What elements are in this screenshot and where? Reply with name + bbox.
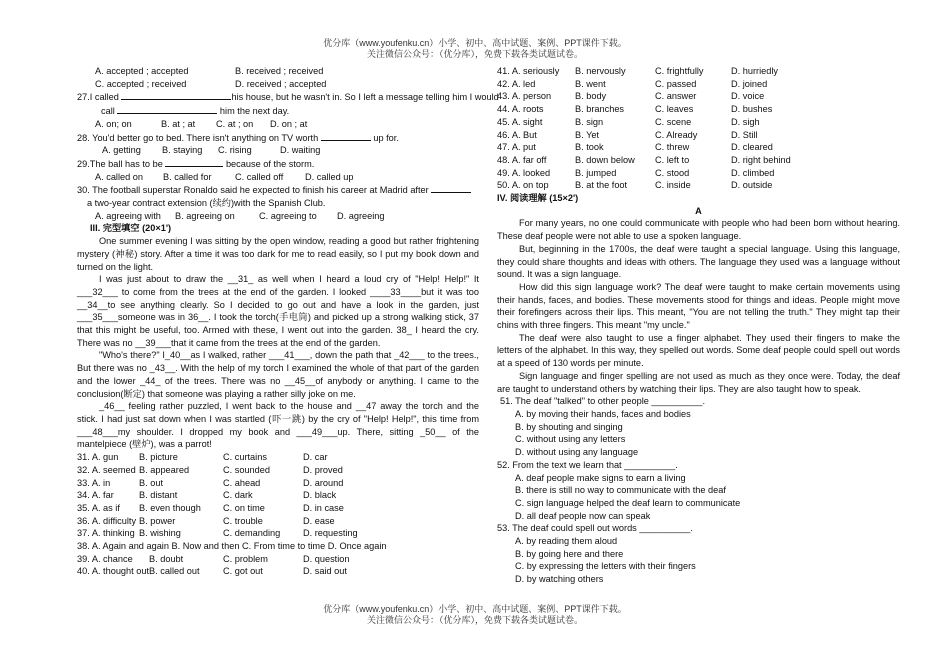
cloze-paragraph-3: "Who's there?" I_40__as I walked, rather ___41___, down the path that _42___ to the trees., But there was no _43__. With the help of my torch I examined the whole of that part of the garden and the lower _44_ of the trees. There was no __45__of anybody or anything. I came to the conclusion(断定) that someone was playing a rather silly joke on me. — [77, 350, 479, 399]
option-text: B. appeared — [139, 464, 190, 475]
option-text: D. climbed — [731, 167, 775, 178]
option-text: C. got out — [223, 566, 263, 577]
q52-option: D. all deaf people now can speak — [515, 510, 651, 521]
option-row — [77, 527, 479, 540]
q27-options — [77, 118, 479, 131]
option-text: 37. A. thinking — [77, 528, 135, 539]
cloze-paragraph-1: One summer evening I was sitting by the open window, reading a good but rather frightening mystery (神秘) story. After a time it was too dark for me to read easily, so I put my book down and turned on the light. — [77, 236, 479, 272]
option-text: 43. A. person — [497, 91, 552, 102]
question-51: 51. The deaf "talked" to other people __________. — [500, 396, 706, 407]
question-52: 52. From the text we learn that __________. — [497, 459, 678, 470]
q51-option: A. by moving their hands, faces and bodies — [515, 408, 691, 419]
section-3-title: III. 完型填空 (20×1') — [90, 223, 172, 234]
option-text: C. left to — [655, 154, 690, 165]
question-53: 53. The deaf could spell out words __________. — [497, 523, 693, 534]
option-row — [497, 179, 900, 192]
option-text: D. cleared — [731, 142, 773, 153]
cloze-options-39-40 — [77, 553, 479, 578]
q52-option: A. deaf people make signs to earn a living — [515, 472, 686, 483]
option-text: B. nervously — [575, 66, 626, 76]
option-text: D. black — [303, 490, 337, 501]
option-text: 49. A. looked — [497, 167, 551, 178]
answer-blank[interactable] — [165, 157, 223, 167]
option: B. called for — [163, 171, 212, 182]
option-text: C. curtains — [223, 452, 267, 463]
option-text: B. branches — [575, 104, 625, 115]
option-text: D. question — [303, 553, 350, 564]
option-text: B. power — [139, 515, 176, 526]
cloze-options-31-37 — [77, 451, 479, 540]
option-text: C. passed — [655, 78, 697, 89]
option-text: 36. A. difficulty — [77, 515, 137, 526]
option-text: D. requesting — [303, 528, 358, 539]
option-text: C. stood — [655, 167, 690, 178]
q30-options — [77, 210, 479, 223]
answer-blank[interactable] — [117, 104, 217, 114]
option-text: 42. A. led — [497, 78, 536, 89]
option-text: C. leaves — [655, 104, 694, 115]
option-text: C. Already — [655, 129, 698, 140]
cloze-option-38: 38. A. Again and again B. Now and then C. From time to time D. Once again — [77, 541, 387, 552]
footer-line-2: 关注微信公众号：（优分库），免费下载各类试题试卷。 — [366, 615, 583, 625]
option-text: 50. A. on top — [497, 180, 549, 191]
cloze-paragraph-2: I was just about to draw the __31_ as well when I heard a loud cry of "Help! Help!" It ___32___ to come from the trees at the end of the garden. I looked ____33____but it was too __34__to see anything clearly. So I decided to go out and have a look in the garden, just ___35___someone was in 36__. I took the torch(手电筒) and picked up a strong walking stick, 37 that this might be useful, too. Armed with these, I went out into the garden. 38_ I heard the cry. There was no __39___that it came from the trees at the end of the garden. — [77, 274, 479, 348]
option-row — [77, 477, 479, 490]
option-text: C. frightfully — [655, 66, 704, 76]
option-text: C. demanding — [223, 528, 281, 539]
q53-option: A. by reading them aloud — [515, 536, 618, 547]
q53-option: D. by watching others — [515, 574, 604, 585]
option: D. agreeing — [337, 210, 385, 221]
option-row — [497, 167, 900, 180]
option-text: B. down below — [575, 154, 635, 165]
option-text: 27.I called — [77, 92, 119, 103]
cloze-paragraph-4: _46__ feeling rather puzzled, I went back to the house and __47 away the torch and the stick. I had just sat down when I was startled (吓一跳) by the cry of "Help! Help!", this time from ___48___my shoulder. I dropped my book and ___49___up. There, sitting _50__ of the mantelpiece (壁炉), was a parrot! — [77, 401, 479, 450]
q52-option: B. there is still no way to communicate with the deaf — [515, 485, 726, 496]
option-text: 34. A. far — [77, 490, 114, 501]
option-text: him the next day. — [219, 106, 290, 117]
option-text: because of the storm. — [225, 158, 315, 169]
option-text: B. picture — [139, 452, 178, 463]
q53-option: C. by expressing the letters with their fingers — [515, 561, 696, 572]
option-text: 32. A. seemed — [77, 464, 136, 475]
option-text: B. Yet — [575, 129, 600, 140]
passage-label: A — [695, 205, 702, 216]
question-30-cont: a two-year contract extension (续约)with the Spanish Club. — [87, 198, 326, 209]
option-text: 40. A. thought out — [77, 566, 150, 577]
option-row — [497, 129, 900, 142]
q51-option: C. without using any letters — [515, 434, 626, 445]
option-text: B. took — [575, 142, 604, 153]
option-text: D. car — [303, 452, 328, 463]
page-header — [0, 38, 950, 60]
option-row — [497, 90, 900, 103]
option-text: B. called out — [149, 566, 200, 577]
header-line-1: 优分库（www.youfenku.cn）小学、初中、高中试题、案例、PPT课件下载。 — [323, 38, 627, 48]
option: B. at ; at — [161, 118, 196, 129]
option-text: C. threw — [655, 142, 690, 153]
option-text: B. out — [139, 477, 164, 488]
option-text: B. wishing — [139, 528, 181, 539]
option-text: D. around — [303, 477, 344, 488]
option-text: C. scene — [655, 116, 692, 127]
q53-option: B. by going here and there — [515, 548, 624, 559]
left-column — [77, 65, 499, 578]
option-text: 28. You'd better go to bed. There isn't anything on TV worth — [77, 132, 319, 143]
option-text: D. voice — [731, 91, 765, 102]
option-text: 48. A. far off — [497, 154, 547, 165]
option-text: C. sounded — [223, 464, 270, 475]
option-text: C. answer — [655, 91, 697, 102]
option-row — [77, 502, 479, 515]
option-text: B. doubt — [149, 553, 184, 564]
option: C. at ; on — [216, 118, 254, 129]
option-row — [497, 103, 900, 116]
option: D. received ; accepted — [235, 78, 327, 89]
page-footer — [0, 604, 950, 626]
passage-paragraph-5: Sign language and finger spelling are not used as much as they once were. Today, the deaf are taught to understand others by watching their lips. They are also taught how to speak. — [497, 370, 900, 394]
option-text: B. distant — [139, 490, 178, 501]
option-text: C. trouble — [223, 515, 263, 526]
option-row — [77, 565, 479, 578]
option-text: 30. The football superstar Ronaldo said he expected to finish his career at Madrid after — [77, 185, 429, 196]
option-text: D. in case — [303, 502, 344, 513]
option: D. waiting — [280, 145, 321, 156]
option-text: 33. A. in — [77, 477, 111, 488]
option-text: 31. A. gun — [77, 452, 119, 463]
option-text: C. dark — [223, 490, 253, 501]
answer-blank[interactable] — [121, 90, 231, 100]
option-text: D. Still — [731, 129, 758, 140]
passage-paragraph-1: For many years, no one could communicate with people who had been born without hearing. These deaf people were not able to use a spoken language. — [497, 218, 900, 242]
option-row — [77, 489, 479, 502]
option-text: D. outside — [731, 180, 773, 191]
question-29 — [77, 157, 479, 171]
right-column — [497, 65, 900, 586]
option-text: D. proved — [303, 464, 343, 475]
option-text: 35. A. as if — [77, 502, 120, 513]
option-row — [497, 116, 900, 129]
option-text: B. even though — [139, 502, 201, 513]
option-text: D. right behind — [731, 154, 791, 165]
option-text: B. body — [575, 91, 607, 102]
passage-paragraph-3: How did this sign language work? The deaf were taught to make certain movements using their hands, faces, and bodies. These movements stood for things and ideas. People might move their forefingers across their lips. This meant, "You are not telling the truth." They might tap their chins with three fingers. This meant "my uncle." — [497, 281, 900, 331]
passage-paragraph-4: The deaf were also taught to use a finger alphabet. They used their fingers to make the letters of the alphabet. In this way, they spelled out words. Some deaf people could spell out words at a speed of 130 words per minute. — [497, 332, 900, 369]
q51-option: D. without using any language — [515, 447, 639, 458]
header-line-2: 关注微信公众号：（优分库），免费下载各类试题试卷。 — [366, 49, 583, 59]
option: B. received ; received — [235, 66, 324, 76]
option-text: 46. A. But — [497, 129, 537, 140]
option-text: his house, but he wasn't in. So I left a message telling him I would — [231, 92, 499, 103]
section-4-title: IV. 阅读理解 (15×2') — [497, 193, 579, 204]
q51-option: B. by shouting and singing — [515, 421, 623, 432]
passage-paragraph-2: But, beginning in the 1700s, the deaf were taught a special language. Using this language, they could share thoughts and ideas with others. The language they used was a language without sound. It was a sign language. — [497, 243, 900, 280]
q52-option: C. sign language helped the deaf learn to communicate — [515, 497, 741, 508]
q29-options — [77, 171, 479, 184]
option-text: D. said out — [303, 566, 347, 577]
option-row — [497, 141, 900, 154]
option: A. on; on — [95, 118, 132, 129]
question-30 — [77, 183, 479, 197]
option-row — [77, 464, 479, 477]
option: D. called up — [305, 171, 354, 182]
q28-options — [77, 144, 479, 157]
footer-line-1: 优分库（www.youfenku.cn）小学、初中、高中试题、案例、PPT课件下载。 — [323, 604, 627, 614]
option-row — [497, 78, 900, 91]
q26-options-row2 — [77, 78, 479, 91]
option-text: B. sign — [575, 116, 604, 127]
option-text: call — [101, 106, 115, 117]
option-row — [77, 553, 479, 566]
option: C. agreeing to — [259, 210, 317, 221]
option-text: D. hurriedly — [731, 66, 778, 76]
option: C. called off — [235, 171, 284, 182]
answer-blank[interactable] — [321, 131, 371, 141]
option-text: up for. — [373, 132, 399, 143]
option-text: C. inside — [655, 180, 691, 191]
cloze-options-41-50 — [497, 65, 900, 192]
option-text: 41. A. seriously — [497, 66, 560, 76]
option-text: 44. A. roots — [497, 104, 544, 115]
option-text: C. on time — [223, 502, 265, 513]
answer-blank[interactable] — [431, 183, 471, 193]
option: A. accepted ; accepted — [95, 66, 189, 76]
option-text: D. joined — [731, 78, 768, 89]
option-row — [497, 154, 900, 167]
option: B. staying — [162, 145, 203, 156]
option-text: C. ahead — [223, 477, 261, 488]
question-27-cont — [77, 104, 479, 118]
option-row — [77, 451, 479, 464]
option-text: C. problem — [223, 553, 268, 564]
question-28 — [77, 131, 479, 145]
option-text: B. at the foot — [575, 180, 628, 191]
option-text: D. sigh — [731, 116, 760, 127]
option-text: 47. A. put — [497, 142, 536, 153]
q26-options-row1 — [77, 65, 479, 78]
option-text: B. went — [575, 78, 606, 89]
option: A. agreeing with — [95, 210, 161, 221]
question-27 — [77, 90, 499, 104]
option-text: D. bushes — [731, 104, 773, 115]
option: A. getting — [102, 145, 141, 156]
option-text: B. jumped — [575, 167, 617, 178]
option: C. accepted ; received — [95, 78, 187, 89]
option-row — [497, 65, 900, 78]
option: D. on ; at — [270, 118, 308, 129]
option-text: 29.The ball has to be — [77, 158, 163, 169]
option-text: 45. A. sight — [497, 116, 543, 127]
option: A. called on — [95, 171, 144, 182]
option: C. rising — [218, 145, 252, 156]
option-row — [77, 515, 479, 528]
option: B. agreeing on — [175, 210, 235, 221]
option-text: D. ease — [303, 515, 335, 526]
option-text: 39. A. chance — [77, 553, 133, 564]
